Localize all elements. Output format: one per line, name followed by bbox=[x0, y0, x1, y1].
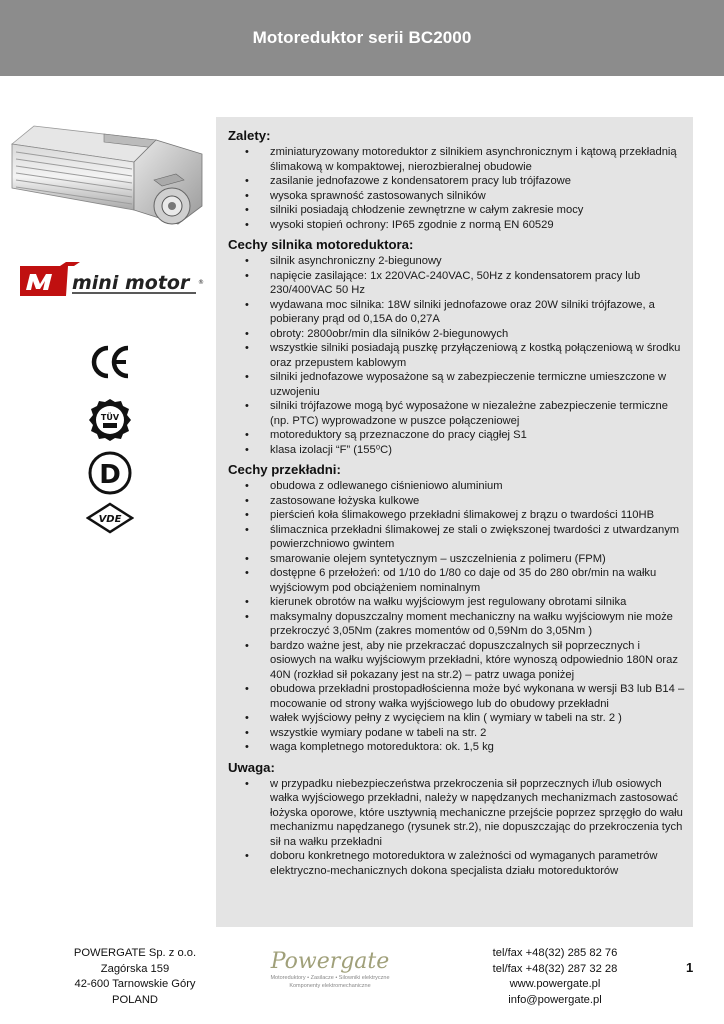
d-mark-icon bbox=[88, 450, 132, 496]
list-item: • kierunek obrotów na wałku wyjściowym jest regulowany obrotami silnika bbox=[228, 595, 687, 610]
list-item: • pierścień koła ślimakowego przekładni ślimakowej z brązu o twardości 110HB bbox=[228, 508, 687, 523]
d-mark-text: D bbox=[99, 460, 121, 490]
list-item: • silniki posiadają chłodzenie zewnętrzne w całym zakresie mocy bbox=[228, 203, 687, 218]
list-item: • zastosowane łożyska kulkowe bbox=[228, 494, 687, 509]
section-heading: Cechy silnika motoreduktora: bbox=[228, 237, 414, 252]
address-line: Zagórska 159 bbox=[100, 962, 170, 975]
page-number: 1 bbox=[686, 960, 694, 975]
section-heading: Cechy przekładni: bbox=[228, 462, 341, 477]
list-item: • obudowa z odlewanego ciśnieniowo aluminium bbox=[228, 479, 687, 494]
contact-website-link[interactable]: www.powergate.pl bbox=[509, 978, 601, 990]
list-item: • wysoka sprawność zastosowanych silników bbox=[228, 189, 687, 204]
address-line: POLAND bbox=[111, 993, 158, 1006]
features-panel bbox=[216, 117, 693, 927]
powergate-tagline: Motoreduktory • Zasilacze • Silowniki elektryczne bbox=[270, 975, 390, 981]
tuv-mark-text: TÜV bbox=[100, 413, 120, 422]
list-item: • smarowanie olejem syntetycznym – uszczelnienia z polimeru (FPM) bbox=[228, 552, 687, 567]
list-item: • motoreduktory są przeznaczone do pracy ciągłej S1 bbox=[228, 428, 687, 443]
gear-motor-photo bbox=[6, 114, 206, 244]
mini-motor-logo bbox=[20, 262, 204, 302]
address-line: 42-600 Tarnowskie Góry bbox=[74, 978, 196, 990]
section-note bbox=[228, 760, 687, 879]
mini-motor-logo-text: mini motor bbox=[72, 272, 190, 294]
svg-text:®: ® bbox=[198, 279, 204, 286]
list-item: • obroty: 2800obr/min dla silników 2-biegunowych bbox=[228, 327, 687, 342]
section-heading: Zalety: bbox=[228, 128, 271, 143]
section-heading: Uwaga: bbox=[228, 759, 275, 775]
list-item: • wysoki stopień ochrony: IP65 zgodnie z normą EN 60529 bbox=[228, 218, 687, 233]
list-item: • obudowa przekładni prostopadłościenna może być wykonana w wersji B3 lub B14 – mocowanie od strony wałka wyjściowego lub do obudowy przekładni bbox=[228, 682, 687, 711]
vde-mark-text: VDE bbox=[98, 514, 122, 525]
section-motor-features bbox=[228, 237, 687, 457]
list-item: • napięcie zasilające: 1x 220VAC-240VAC, 50Hz z kondensatorem pracy lub 230/400VAC 50 Hz bbox=[228, 269, 687, 298]
list-item: • waga kompletnego motoreduktora: ok. 1,5 kg bbox=[228, 740, 687, 755]
page-title: Motoreduktor serii BC2000 bbox=[252, 28, 472, 47]
list-item: • wałek wyjściowy pełny z wycięciem na klin ( wymiary w tabeli na str. 2 ) bbox=[228, 711, 687, 726]
list-item: • wszystkie wymiary podane w tabeli na str. 2 bbox=[228, 726, 687, 741]
list-item: • wydawana moc silnika: 18W silniki jednofazowe oraz 20W silniki trójfazowe, a pobierany prąd od 0,15A do 0,27A bbox=[228, 298, 687, 327]
list-item: • maksymalny dopuszczalny moment mechaniczny na wałku wyjściowym nie może przekroczyć 3,05Nm (zakres momentów od 0,59Nm do 3,05Nm ) bbox=[228, 610, 687, 639]
left-column bbox=[0, 110, 216, 540]
tuv-mark-icon bbox=[88, 398, 132, 442]
list-item: • silniki trójfazowe mogą być wyposażone w niezależne zabezpieczenie termiczne (np. PTC) wyprowadzone w puszce połączeniowej bbox=[228, 399, 687, 428]
list-item: • silnik asynchroniczny 2-biegunowy bbox=[228, 254, 687, 269]
section-advantages bbox=[228, 128, 687, 232]
list-item: • ślimacznica przekładni ślimakowej ze stali o zwiększonej twardości z utwardzanym powierzchniowo gwintem bbox=[228, 523, 687, 552]
list-item: • doboru konkretnego motoreduktora w zależności od wymaganych parametrów elektryczno-mechanicznych dokona specjalista działu motoreduktorów bbox=[228, 849, 687, 878]
list-item: • klasa izolacji “F” (155⁰C) bbox=[228, 443, 687, 458]
list-item: • bardzo ważne jest, aby nie przekraczać dopuszczalnych sił poprzecznych i osiowych na wałku wyjściowym przekładni, które wynoszą odpowiednio 180N oraz 40N (rozkład sił pokazany jest na str.2) – patrz uwaga poniżej bbox=[228, 639, 687, 683]
powergate-logo bbox=[270, 950, 390, 1000]
list-item: • silniki jednofazowe wyposażone są w zabezpieczenie termiczne umieszczone w uzwojeniu bbox=[228, 370, 687, 399]
list-item: • zasilanie jednofazowe z kondensatorem pracy lub trójfazowe bbox=[228, 174, 687, 189]
list-item: • dostępne 6 przełożeń: od 1/10 do 1/80 co daje od 35 do 280 obr/min na wałku wyjściowym pod obciążeniem nominalnym bbox=[228, 566, 687, 595]
powergate-tagline: Komponenty elektromechaniczne bbox=[289, 983, 371, 989]
section-gear-features bbox=[228, 462, 687, 755]
contact-info bbox=[470, 946, 640, 1008]
page-header bbox=[0, 0, 724, 76]
address-line: POWERGATE Sp. z o.o. bbox=[73, 947, 197, 959]
ce-mark-icon bbox=[88, 342, 132, 382]
contact-phone: tel/fax +48(32) 285 82 76 bbox=[492, 947, 618, 959]
powergate-logo-text: Powergate bbox=[270, 949, 390, 974]
contact-phone: tel/fax +48(32) 287 32 28 bbox=[492, 962, 618, 975]
list-item: • wszystkie silniki posiadają puszkę przyłączeniową z kostką połączeniową w środku oraz przepustem kablowym bbox=[228, 341, 687, 370]
list-item: • zminiaturyzowany motoreduktor z silnikiem asynchronicznym i kątową przekładnią ślimakową w kompaktowej, nierozbieralnej obudowie bbox=[228, 145, 687, 174]
list-item: • w przypadku niebezpieczeństwa przekroczenia sił poprzecznych i/lub osiowych wałka wyjściowego przekładni, należy w napędzanych mechanizmach zastosować łożyska oporowe, które usztywnią mechaniczne przejście poprzez sprzęgło do wału mechanizmu napędzanego (rysunek str.2), nie dopuszczając do przekroczenia tych sił na wałku przekładni bbox=[228, 777, 687, 850]
page-footer bbox=[0, 946, 724, 1024]
contact-email-link[interactable]: info@powergate.pl bbox=[508, 993, 602, 1006]
company-address bbox=[40, 946, 230, 1008]
vde-mark-icon bbox=[86, 502, 134, 534]
